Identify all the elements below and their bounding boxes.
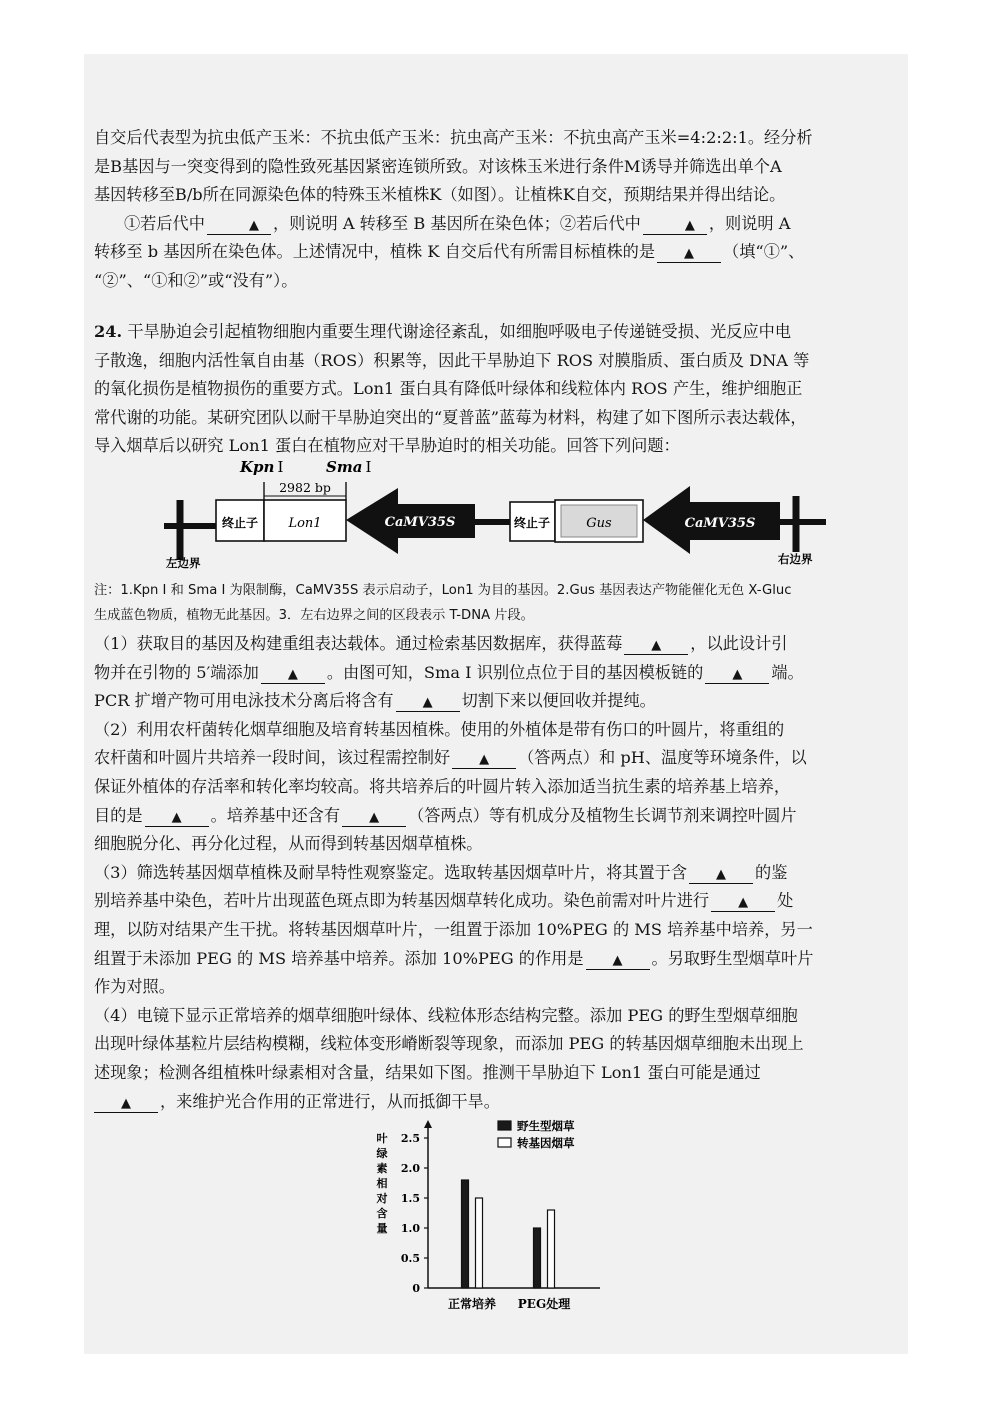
question-24-stem (94, 318, 900, 461)
question-number: 24. (94, 322, 123, 341)
q-line: （2）利用农杆菌转化烟草细胞及培育转基因植株。使用的外植体是带有伤口的叶圆片，将重组的 (94, 719, 785, 739)
answer-blank[interactable]: ▲ (643, 217, 707, 235)
answer-blank[interactable]: ▲ (711, 894, 775, 912)
lon1-label: Lon1 (288, 516, 322, 531)
note-line: 注：1.Kpn I 和 Sma I 为限制酶，CaMV35S 表示启动子，Lon1 为目的基因。2.Gus 基因表达产物能催化无色 X-Gluc (94, 583, 792, 598)
y-axis-label: 叶绿素相对含量 (376, 1132, 388, 1235)
y-tick-label: 2.5 (400, 1132, 420, 1145)
expression-vector-diagram (150, 456, 850, 576)
bar-wild-type (462, 1180, 469, 1288)
y-tick-label: 0.5 (400, 1252, 420, 1265)
q-line: 物并在引物的 5′端添加 ▲ 。由图可知，Sma I 识别位点位于目的基因模板链的 ▲ 端。 (94, 662, 804, 682)
answer-blank[interactable]: ▲ (586, 952, 650, 970)
promoter-label: CaMV35S (384, 515, 456, 530)
intro-line: 是B基因与一突变得到的隐性致死基因紧密连锁所致。对该株玉米进行条件M诱导并筛选出单个A (94, 156, 782, 176)
chlorophyll-bar-chart (360, 1118, 620, 1318)
q-line: PCR 扩增产物可用电泳技术分离后将含有 ▲ 切割下来以便回收并提纯。 (94, 691, 656, 711)
sub-questions (94, 630, 900, 1116)
q-line: 目的是 ▲ 。培养基中还含有 ▲ （答两点）等有机成分及植物生长调节剂来调控叶圆片 (94, 805, 797, 825)
gus-label: Gus (586, 516, 612, 531)
intro-line: “②”、“①和②”或“没有”）。 (94, 270, 298, 290)
legend-swatch (498, 1138, 511, 1147)
intro-text (94, 124, 900, 296)
answer-blank[interactable]: ▲ (689, 866, 753, 884)
intro-line: 基因转移至B/b所在同源染色体的特殊玉米植株K（如图）。让植株K自交，预期结果并得出结论。 (94, 185, 786, 205)
q-line: （1）获取目的基因及构建重组表达载体。通过检索基因数据库，获得蓝莓 ▲ ，以此设计引 (94, 634, 788, 653)
promoter-label: CaMV35S (684, 516, 756, 531)
q-line: 作为对照。 (94, 977, 175, 997)
q24-line: 常代谢的功能。某研究团队以耐干旱胁迫突出的“夏普蓝”蓝莓为材料，构建了如下图所示表达载体， (94, 407, 807, 427)
answer-blank[interactable]: ▲ (207, 217, 271, 235)
answer-blank[interactable]: ▲ (261, 666, 325, 684)
legend-label: 野生型烟草 (517, 1119, 575, 1133)
intro-line: 自交后代表型为抗虫低产玉米：不抗虫低产玉米：抗虫高产玉米：不抗虫高产玉米=4:2:2:1。经分析 (94, 128, 813, 147)
bar-transgenic (548, 1210, 555, 1288)
q24-line: 子散逸，细胞内活性氧自由基（ROS）积累等，因此干旱胁迫下 ROS 对膜脂质、蛋白质及 DNA 等 (94, 350, 810, 370)
q-line: 细胞脱分化、再分化过程，从而得到转基因烟草植株。 (94, 834, 483, 854)
figure-note (94, 578, 900, 628)
answer-blank[interactable]: ▲ (624, 637, 688, 655)
q-line: ▲ ，来维护光合作用的正常进行，从而抵御干旱。 (94, 1088, 900, 1117)
legend-swatch (498, 1121, 511, 1130)
q24-line: 24. 干旱胁迫会引起植物细胞内重要生理代谢途径紊乱，如细胞呼吸电子传递链受损、光反应中电 (94, 322, 792, 341)
y-tick-label: 1.5 (400, 1192, 420, 1205)
q24-line: 导入烟草后以研究 Lon1 蛋白在植物应对干旱胁迫时的相关功能。回答下列问题： (94, 436, 680, 456)
q-line: 理，以防对结果产生干扰。将转基因烟草叶片，一组置于添加 10%PEG 的 MS 培养基中培养，另一 (94, 919, 813, 939)
q-line: 别培养基中染色，若叶片出现蓝色斑点即为转基因烟草转化成功。染色前需对叶片进行 ▲ 处 (94, 891, 794, 911)
y-tick-label: 2.0 (400, 1162, 420, 1175)
answer-blank[interactable]: ▲ (145, 809, 209, 827)
answer-blank[interactable]: ▲ (94, 1095, 158, 1113)
x-category-label: 正常培养 (447, 1297, 497, 1311)
left-border-label: 左边界 (166, 556, 201, 570)
x-category-label: PEG处理 (517, 1297, 571, 1311)
answer-blank[interactable]: ▲ (452, 751, 516, 769)
bar-wild-type (534, 1228, 541, 1288)
bar-transgenic (476, 1198, 483, 1288)
q-line: 组置于未添加 PEG 的 MS 培养基中培养。添加 10%PEG 的作用是 ▲ 。另取野生型烟草叶片 (94, 948, 814, 968)
insert-size-label: 2982 bp (279, 480, 331, 495)
q-line: 保证外植体的存活率和转化率均较高。将共培养后的叶圆片转入添加适当抗生素的培养基上培养， (94, 776, 791, 796)
q-line: 述现象；检测各组植株叶绿素相对含量，结果如下图。推测干旱胁迫下 Lon1 蛋白可能是通过 (94, 1062, 761, 1082)
kpn-site-label: Kpn I (240, 458, 284, 476)
q-line: （4）电镜下显示正常培养的烟草细胞叶绿体、线粒体形态结构完整。添加 PEG 的野生型烟草细胞 (94, 1005, 798, 1025)
legend-label: 转基因烟草 (517, 1136, 575, 1150)
answer-blank[interactable]: ▲ (705, 666, 769, 684)
y-tick-label: 0 (412, 1282, 420, 1295)
right-border-label: 右边界 (778, 552, 813, 566)
q-line: 农杆菌和叶圆片共培养一段时间，该过程需控制好 ▲ （答两点）和 pH、温度等环境条件，以 (94, 748, 807, 768)
terminator-label: 终止子 (513, 516, 551, 530)
intro-line: 转移至 b 基因所在染色体。上述情况中，植株 K 自交后代有所需目标植株的是 ▲ （填“①”、 (94, 242, 805, 262)
intro-line: ①若后代中 ▲ ，则说明 A 转移至 B 基因所在染色体；②若后代中 ▲ ，则说明 A (124, 213, 791, 233)
answer-blank[interactable]: ▲ (657, 245, 721, 263)
q-line: 出现叶绿体基粒片层结构模糊，线粒体变形嵴断裂等现象，而添加 PEG 的转基因烟草细胞未出现上 (94, 1034, 804, 1054)
q24-line: 的氧化损伤是植物损伤的重要方式。Lon1 蛋白具有降低叶绿体和线粒体内 ROS 产生，维护细胞正 (94, 379, 803, 399)
note-line: 生成蓝色物质，植物无此基因。3．左右边界之间的区段表示 T-DNA 片段。 (94, 608, 534, 623)
answer-blank[interactable]: ▲ (342, 809, 406, 827)
terminator-label: 终止子 (221, 516, 259, 530)
q-line: （3）筛选转基因烟草植株及耐旱特性观察鉴定。选取转基因烟草叶片，将其置于含 ▲ 的鉴 (94, 862, 788, 882)
answer-blank[interactable]: ▲ (396, 694, 460, 712)
y-tick-label: 1.0 (400, 1222, 420, 1235)
sma-site-label: Sma I (326, 458, 372, 476)
